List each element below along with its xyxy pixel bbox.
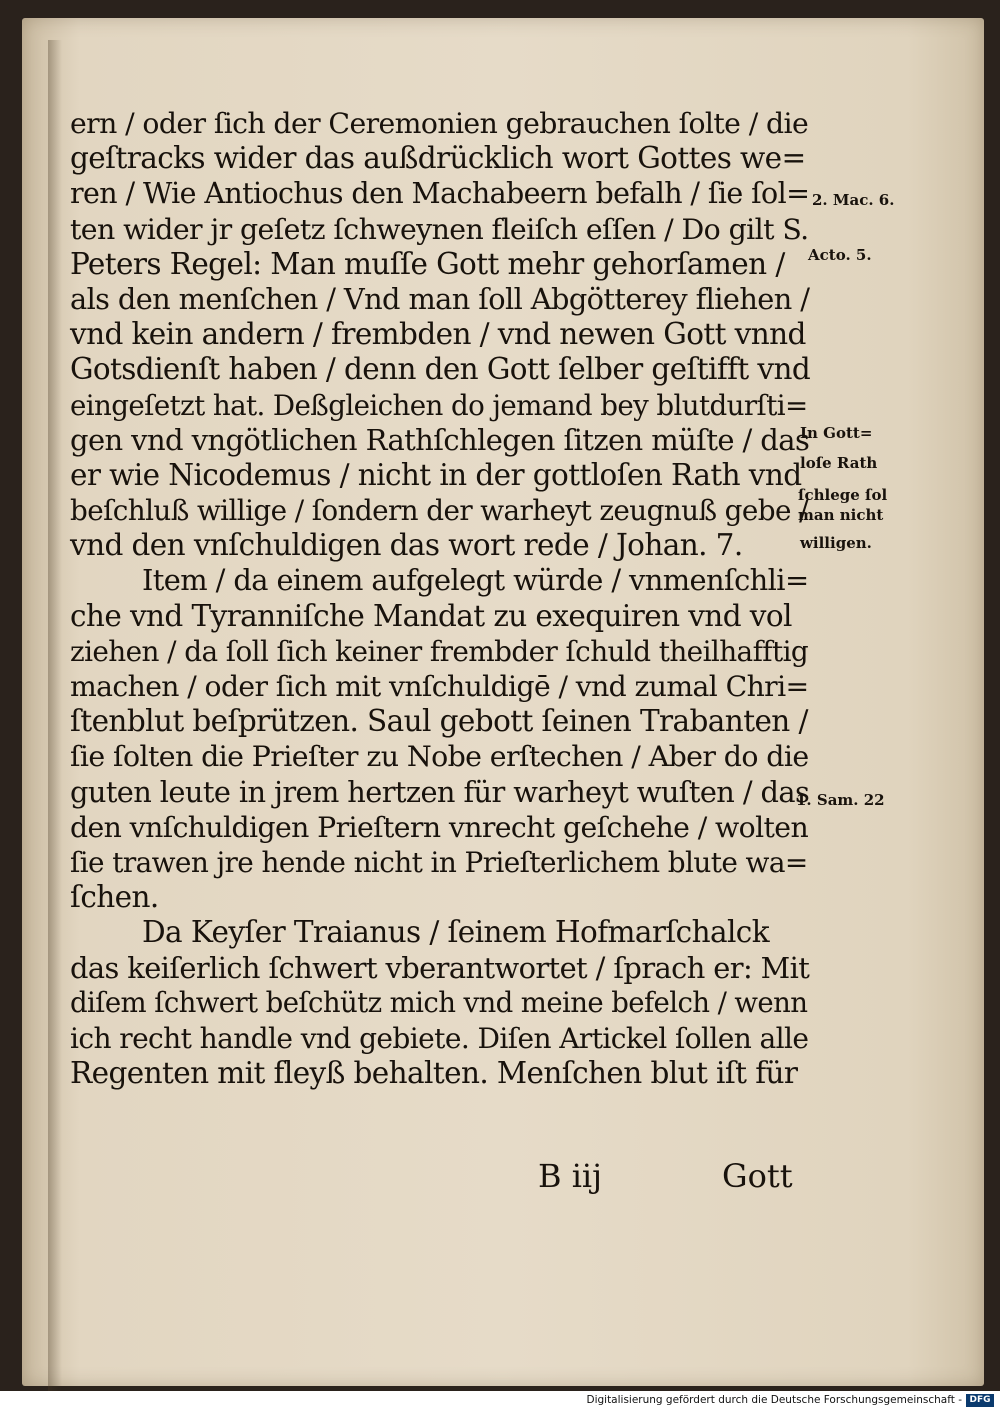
text-line: ern / oder ſich der Ceremonien gebrauchen ſolte / die [70, 107, 809, 140]
margin-note: Acto. 5. [808, 246, 872, 264]
text-line: ſie ſolten die Prieſter zu Nobe erſtechen / Aber do die [70, 740, 809, 774]
text-line: Gotsdienſt haben / denn den Gott ſelber geſtifft vnd [70, 352, 811, 387]
text-line: als den menſchen / Vnd man ſoll Abgötterey fliehen / [70, 281, 810, 316]
text-line: Da Keyſer Traianus / ſeinem Hofmarſchalck [142, 915, 770, 950]
text-line: ſie trawen jre hende nicht in Prieſterlichem blute wa= [70, 845, 808, 879]
text-line: machen / oder ſich mit vnſchuldigē / vnd zumal Chri= [70, 670, 809, 703]
text-line: Regenten mit fleyß behalten. Menſchen blut iſt für [70, 1056, 798, 1091]
margin-note: ſchlege ſol [798, 486, 888, 504]
signature-mark: B iij [538, 1157, 603, 1195]
text-line: ſchen. [70, 880, 159, 915]
margin-note: In Gott= [800, 424, 873, 442]
text-line: ich recht handle vnd gebiete. Diſen Artickel ſollen alle [70, 1021, 809, 1055]
text-line: den vnſchuldigen Prieſtern vnrecht geſchehe / wolten [70, 810, 809, 844]
margin-note: 2. Mac. 6. [812, 191, 895, 209]
body-text [70, 106, 810, 1091]
text-line: ſtenblut beſprützen. Saul gebott ſeinen Trabanten / [70, 704, 808, 739]
margin-note: willigen. [800, 534, 872, 552]
text-line: das keiſerlich ſchwert vberantwortet / ſprach er: Mit [70, 950, 810, 985]
text-line: beſchluß willige / ſondern der warheyt zeugnuß gebe / [70, 494, 808, 528]
text-line: eingeſetzt hat. Deßgleichen do jemand bey blutdurſti= [70, 388, 808, 422]
text-line: guten leute in jrem hertzen für warheyt wuſten / das [70, 774, 810, 809]
footer-bar [0, 1391, 1000, 1411]
text-line: er wie Nicodemus / nicht in der gottloſen Rath vnd [70, 457, 802, 492]
text-line: ren / Wie Antiochus den Machabeern befalh / ſie ſol= [70, 177, 810, 211]
margin-note: 1. Sam. 22 [796, 791, 885, 809]
text-line: Item / da einem aufgelegt würde / vnmenſchli= [142, 563, 809, 598]
text-line: vnd kein andern / frembden / vnd newen Gott vnnd [70, 317, 806, 352]
text-line: che vnd Tyranniſche Mandat zu exequiren vnd vol [70, 598, 792, 633]
margin-note: man nicht [798, 506, 884, 524]
text-line: gen vnd vngötlichen Rathſchlegen ſitzen müſte / das [70, 422, 810, 457]
margin-note: loſe Rath [800, 454, 878, 472]
page-gutter-shadow [48, 40, 62, 1400]
text-line: vnd den vnſchuldigen das wort rede / Johan. 7. [70, 528, 743, 563]
catchword: Gott [722, 1157, 793, 1195]
dfg-logo[interactable]: DFG [966, 1394, 994, 1407]
text-line: diſem ſchwert beſchütz mich vnd meine befelch / wenn [70, 986, 808, 1019]
text-line: Peters Regel: Man muſſe Gott mehr gehorſamen / [70, 246, 785, 281]
funding-notice: Digitalisierung gefördert durch die Deutsche Forschungsgemeinschaft - [586, 1394, 962, 1406]
text-line: geſtracks wider das außdrücklich wort Gottes we= [70, 141, 806, 176]
text-line: ziehen / da ſoll ſich keiner frembder ſchuld theilhafftig [70, 634, 809, 668]
text-line: ten wider jr geſetz ſchweynen fleiſch eſſen / Do gilt S. [70, 212, 809, 246]
